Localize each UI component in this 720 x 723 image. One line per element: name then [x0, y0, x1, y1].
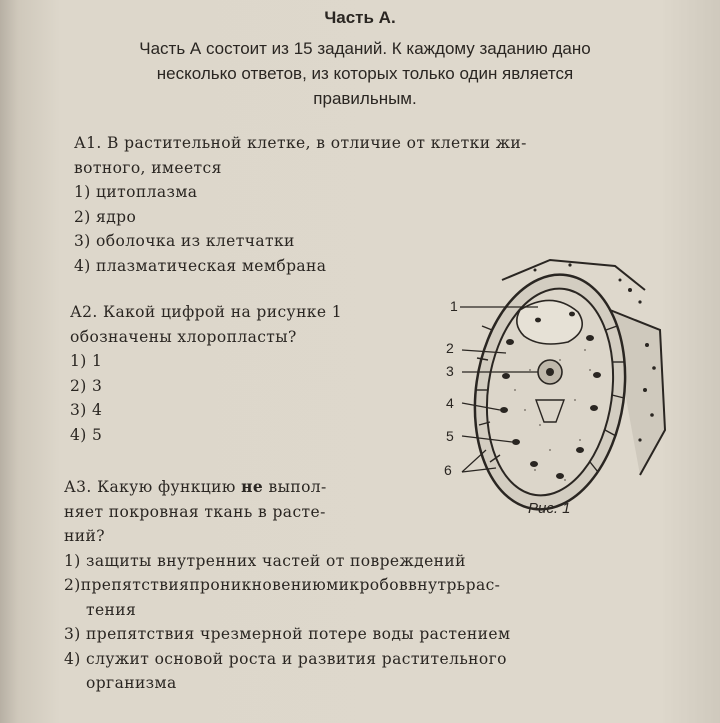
option-word: препятствия	[80, 576, 190, 594]
intro-line-2: несколько ответов, из которых только один является	[156, 64, 574, 83]
question-a1-text-line-1: А1. В растительной клетке, в отличие от клетки жи-	[74, 134, 527, 152]
part-title: Часть А.	[324, 8, 396, 27]
question-a1-option-3: 3) оболочка из клетчатки	[74, 232, 295, 250]
question-a3-word: покровная	[108, 502, 200, 521]
question-a3-option-4-continuation: организма	[86, 674, 177, 692]
question-a3-text-line-3: ний?	[64, 527, 105, 545]
part-intro	[70, 36, 660, 111]
question-a1-option-1: 1) цитоплазма	[74, 183, 198, 201]
question-a3-word: ткань	[204, 502, 253, 521]
question-a2-option-3: 3) 4	[70, 401, 103, 419]
figure-label-5: 5	[446, 428, 454, 444]
question-a2-text-line-2: обозначены хлоропласты?	[70, 327, 297, 346]
question-a2-option-2: 2) 3	[70, 376, 103, 395]
figure-label-4: 4	[446, 395, 454, 411]
question-a3-word: выпол-	[268, 478, 327, 496]
question-a1-option-2: 2) ядро	[74, 207, 137, 226]
question-a2-option-4: 4) 5	[70, 425, 103, 444]
question-a1-text-line-2: вотного, имеется	[74, 158, 222, 177]
question-a3-word: няет	[64, 502, 104, 521]
question-a3-option-4: 4) служит основой роста и развития растительного	[64, 649, 507, 668]
option-word: проникновению	[189, 576, 327, 594]
figure-label-6: 6	[444, 462, 452, 478]
plant-cell-drawing	[440, 250, 680, 530]
question-a3-word: в	[258, 502, 268, 521]
intro-line-1: Часть А состоит из 15 заданий. К каждому заданию дано	[139, 39, 591, 58]
figure-caption: Рис. 1	[528, 500, 571, 517]
figure-label-2: 2	[446, 340, 454, 356]
question-a2-option-1: 1) 1	[70, 352, 103, 370]
option-word: рас-	[465, 576, 501, 594]
question-a3-option-2	[64, 573, 660, 598]
question-a3-text-line-1	[64, 475, 424, 500]
question-a3-word: А3.	[64, 478, 92, 496]
question-a2-text-line-1: А2. Какой цифрой на рисунке 1	[70, 303, 343, 321]
intro-line-3: правильным.	[313, 89, 417, 108]
question-a2	[70, 300, 430, 447]
plant-cell-figure	[440, 250, 680, 530]
question-a3-word: расте-	[272, 502, 326, 521]
question-a3-emphasis-word: не	[241, 477, 264, 496]
option-word: микробов	[326, 576, 409, 594]
figure-label-3: 3	[446, 363, 454, 379]
figure-label-1: 1	[450, 298, 458, 314]
option-word: внутрь	[408, 576, 466, 594]
question-a3-option-1: 1) защиты внутренних частей от повреждений	[64, 551, 466, 570]
question-a3-word: Какую	[97, 478, 153, 496]
option-word: 2)	[64, 576, 81, 594]
question-a3-text-line-2	[64, 500, 424, 525]
question-a1-option-4: 4) плазматическая мембрана	[74, 256, 327, 275]
question-a3-option-3: 3) препятствия чрезмерной потере воды растением	[64, 625, 511, 643]
question-a3-option-2-continuation: тения	[86, 600, 137, 619]
question-a3-word: функцию	[157, 478, 236, 496]
